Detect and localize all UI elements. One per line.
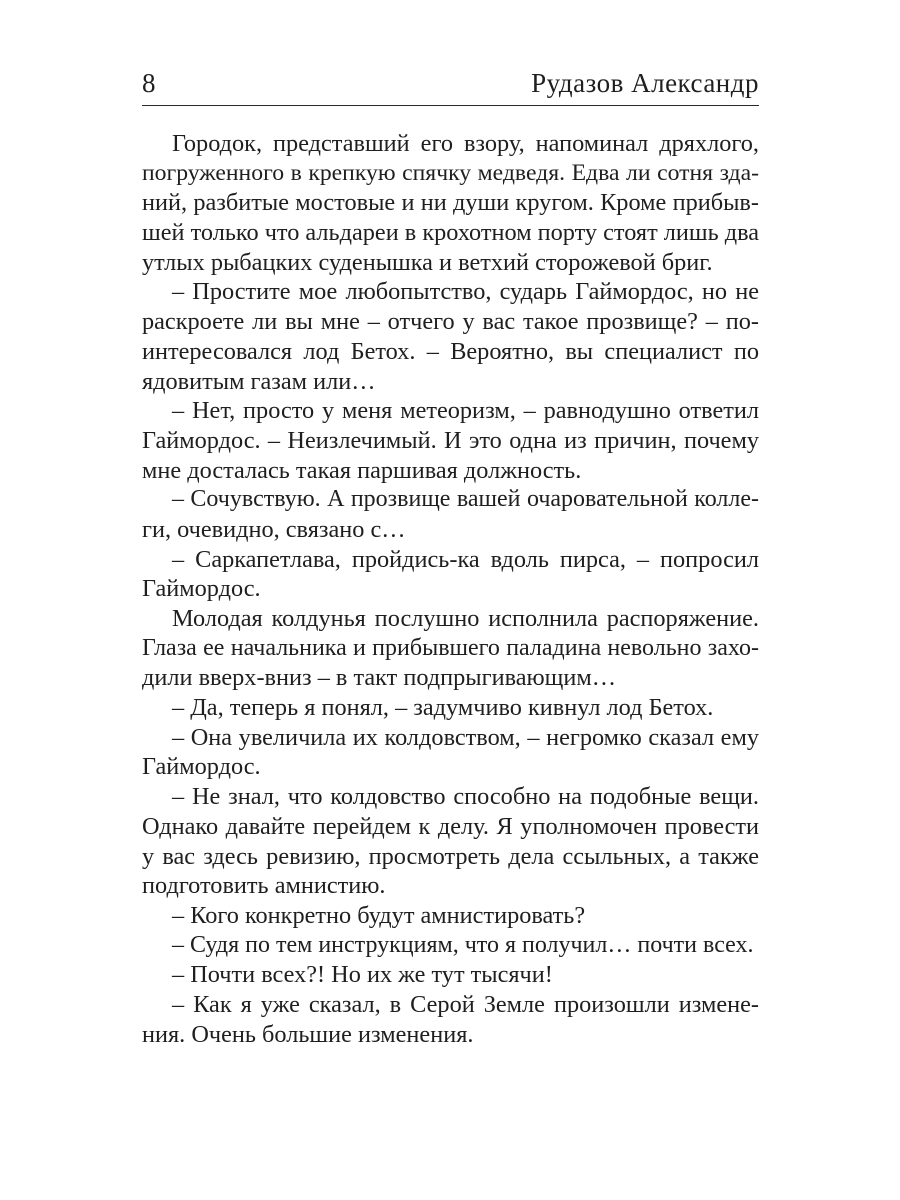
- text-line: – Не знал, что колдовство способно на подобные вещи.: [172, 783, 759, 811]
- text-line: утлых рыбацких суденышка и ветхий сторожевой бриг.: [142, 248, 713, 276]
- text-line: ния. Очень большие изменения.: [142, 1020, 474, 1048]
- text-line: у вас здесь ревизию, просмотреть дела ссыльных, а также: [142, 842, 759, 870]
- text-line: Гаймордос.: [142, 753, 261, 781]
- text-line: интересовался лод Бетох. – Вероятно, вы специалист по: [142, 337, 759, 365]
- text-line: – Нет, просто у меня метеоризм, – равнодушно ответил: [172, 397, 759, 425]
- text-line: Гаймордос.: [142, 575, 261, 603]
- text-line: раскроете ли вы мне – отчего у вас такое прозвище? – по-: [142, 308, 759, 336]
- text-line: шей только что альдареи в крохотном порту стоят лишь два: [142, 219, 760, 247]
- header-rule: [142, 105, 759, 106]
- text-line: ний, разбитые мостовые и ни души кругом. Кроме прибыв-: [142, 189, 759, 217]
- text-line: – Простите мое любопытство, сударь Гаймордос, но не: [172, 278, 759, 306]
- text-line: – Кого конкретно будут амнистировать?: [172, 901, 586, 929]
- text-line: – Как я уже сказал, в Серой Земле произошли измене-: [172, 990, 759, 1018]
- text-line: ядовитым газам или…: [142, 367, 376, 395]
- text-line: – Да, теперь я понял, – задумчиво кивнул лод Бетох.: [172, 694, 714, 722]
- text-line: мне досталась такая паршивая должность.: [142, 456, 582, 484]
- text-line: – Сочувствую. А прозвище вашей очаровательной колле-: [172, 486, 759, 513]
- page-header: [142, 64, 759, 102]
- text-line: погруженного в крепкую спячку медведя. Едва ли сотня зда-: [142, 159, 759, 186]
- text-line: – Она увеличила их колдовством, – негромко сказал ему: [172, 723, 759, 751]
- text-line: – Почти всех?! Но их же тут тысячи!: [172, 961, 553, 989]
- body-text: [142, 129, 759, 1049]
- text-line: Городок, представший его взору, напоминал дряхлого,: [172, 130, 759, 157]
- text-line: подготовить амнистию.: [142, 872, 386, 900]
- text-line: ги, очевидно, связано с…: [142, 515, 406, 543]
- running-head-author: Рудазов Александр: [531, 68, 759, 98]
- text-line: Глаза ее начальника и прибывшего паладина невольно захо-: [142, 634, 759, 661]
- page-number: 8: [142, 68, 156, 98]
- text-line: Молодая колдунья послушно исполнила распоряжение.: [172, 605, 759, 632]
- text-line: дили вверх-вниз – в такт подпрыгивающим…: [142, 664, 617, 692]
- text-line: – Судя по тем инструкциям, что я получил… почти всех.: [172, 931, 754, 958]
- text-line: Гаймордос. – Неизлечимый. И это одна из причин, почему: [142, 426, 759, 454]
- text-line: Однако давайте перейдем к делу. Я уполномочен провести: [142, 812, 759, 840]
- text-line: – Саркапетлава, пройдись-ка вдоль пирса, – попросил: [172, 545, 759, 573]
